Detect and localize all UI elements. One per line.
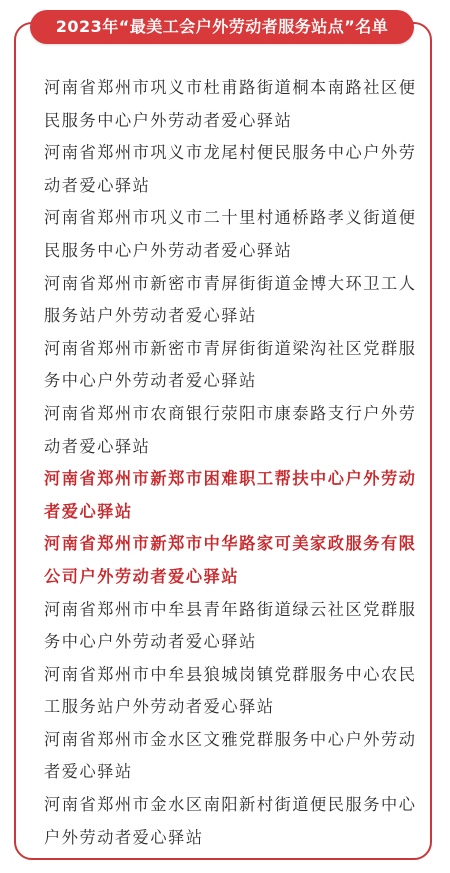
- list-item: 河南省郑州市巩义市二十里村通桥路孝义街道便民服务中心户外劳动者爱心驿站: [44, 208, 417, 260]
- list-item: 河南省郑州市金水区南阳新村街道便民服务中心户外劳动者爱心驿站: [44, 795, 417, 847]
- list-item: 河南省郑州市中牟县狼城岗镇党群服务中心农民工服务站户外劳动者爱心驿站: [44, 664, 417, 717]
- list-item: 河南省郑州市农商银行荥阳市康泰路支行户外劳动者爱心驿站: [44, 403, 417, 456]
- list-item: 河南省郑州市金水区文雅党群服务中心户外劳动者爱心驿站: [44, 729, 417, 782]
- list-item: 河南省郑州市新郑市困难职工帮扶中心户外劳动者爱心驿站: [44, 469, 417, 521]
- list-item: 河南省郑州市巩义市龙尾村便民服务中心户外劳动者爱心驿站: [44, 143, 417, 195]
- list-item: 河南省郑州市新密市青屏街街道梁沟社区党群服务中心户外劳动者爱心驿站: [44, 338, 417, 391]
- station-list: [44, 72, 424, 854]
- list-item: 河南省郑州市新密市青屏街街道金博大环卫工人服务站户外劳动者爱心驿站: [44, 273, 417, 326]
- list-item: 河南省郑州市中牟县青年路街道绿云社区党群服务中心户外劳动者爱心驿站: [44, 599, 417, 652]
- list-item: 河南省郑州市新郑市中华路家可美家政服务有限公司户外劳动者爱心驿站: [44, 534, 417, 586]
- list-item: 河南省郑州市巩义市杜甫路街道桐本南路社区便民服务中心户外劳动者爱心驿站: [44, 78, 417, 130]
- page-title: 2023年“最美工会户外劳动者服务站点”名单: [30, 10, 414, 44]
